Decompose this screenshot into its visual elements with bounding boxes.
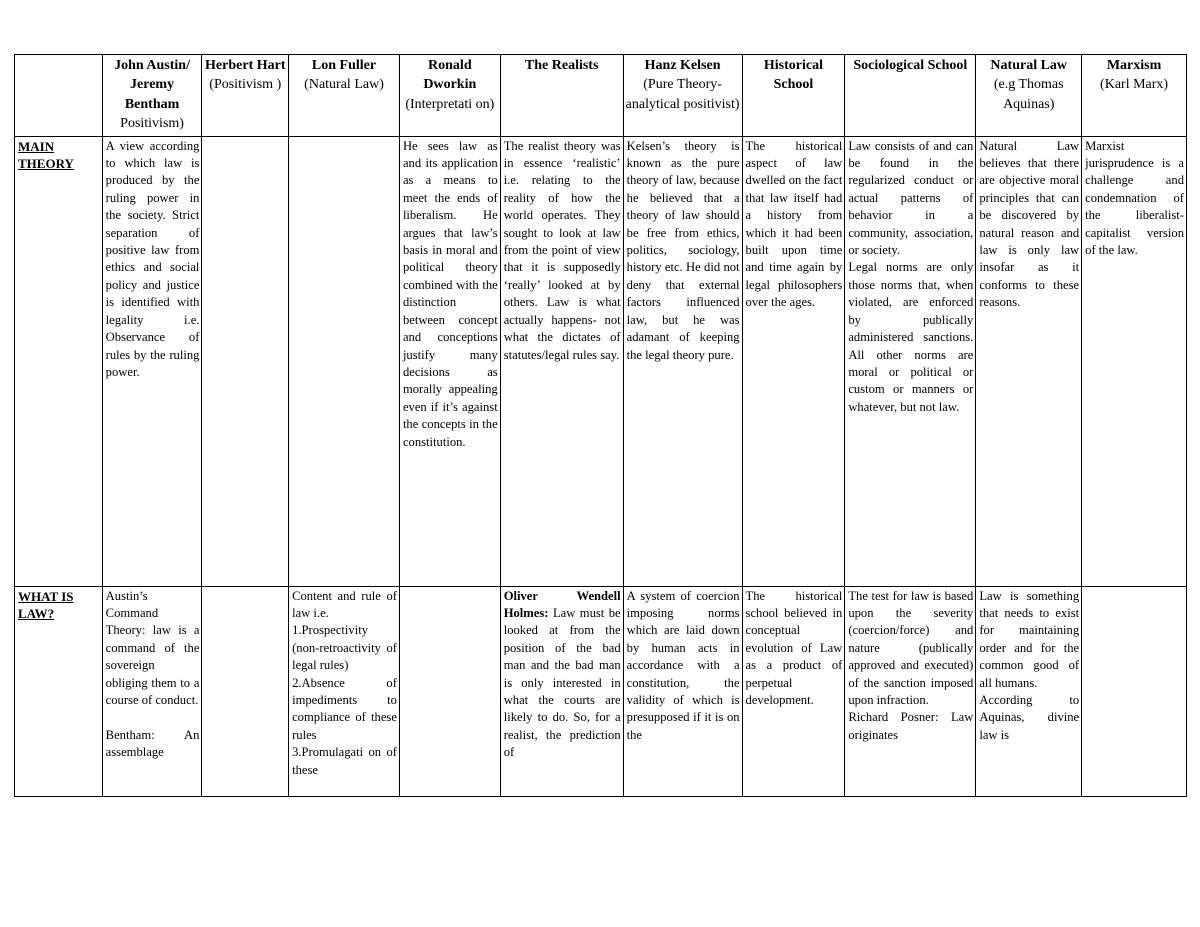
header-marxism [1082,55,1187,137]
cell-fuller-law [289,586,400,796]
cell-text: The historical aspect of law dwelled on the fact that law itself had a history from which it had been built upon time and time again by legal philosophers over the ages. [745,138,843,310]
cell-realists-main [500,136,623,586]
header-dworkin [399,55,500,137]
cell-text: The test for law is based upon the severity (coercion/force) and nature (publically approved and executed) of the sanction imposed upon infraction. Richard Posner: Law originates [848,588,974,742]
row-what-is-law [15,586,1187,796]
header-name: Lon Fuller [311,58,377,73]
cell-austin-main [102,136,202,586]
cell-text: He sees law as and its application as a means to meet the ends of liberalism. He argues that law’s basis in moral and political theory combined with the distinction between concept and conceptions justify many decisions as morally appealing even if it’s against the concepts in the constitution. [402,138,498,449]
row-label: MAIN THEORY [18,138,74,172]
cell-dworkin-main [399,136,500,586]
row-label-cell [15,586,103,796]
cell-text: Law consists of and can be found in the regularized conduct or actual patterns of behavior in a community, association, or society. Legal norms are only those norms that, when violated, are enforced by publically administered sanctions. All other norms are moral or political or custom or manners or whatever, but not law. [848,138,974,414]
cell-marxism-law [1082,586,1187,796]
header-kelsen [623,55,742,137]
cell-text: Austin’s Command Theory: law is a command of the sovereign obliging them to a course of conduct. Bentham: An assemblage [105,588,200,760]
header-historical [742,55,845,137]
cell-kelsen-law [623,586,742,796]
header-name: Hanz Kelsen [644,58,721,73]
header-name: Historical School [763,58,823,93]
cell-text: Kelsen’s theory is known as the pure theory of law, because he believed that a theory of law should be free from ethics, politics, sociology, history etc. He did not deny that external factors influenced law, but he was adamant of keeping the legal theory pure. [626,138,740,362]
row-main-theory [15,136,1187,586]
cell-historical-law [742,586,845,796]
header-sub: (Natural Law) [304,77,384,93]
cell-sociological-main [845,136,976,586]
cell-historical-main [742,136,845,586]
header-sub: (Interpretati on) [405,96,495,112]
header-name: Marxism [1106,58,1162,73]
cell-text: Natural Law believes that there are objective moral principles that can be discovered by natural reason and law is only law insofar as it conforms to these reasons. [979,138,1080,310]
cell-natural-law-main [976,136,1082,586]
header-austin-bentham [102,55,202,137]
header-sub: (Pure Theory- analytical positivist) [625,77,740,112]
header-fuller [289,55,400,137]
header-name: The Realists [524,58,599,73]
cell-text: The historical school believed in conceptual evolution of Law as a product of perpetual development. [745,588,843,708]
header-name: John Austin/ Jeremy Bentham [114,58,190,112]
cell-text: Content and rule of law i.e. 1.Prospectivity (non-retroactivity of legal rules) 2.Absence of impediments to compliance of these rules 3.Promulagati on of these [292,588,397,777]
cell-text: A view according to which law is produced by the ruling power in the society. Strict separation of positive law from ethics and social policy and justice is identified with legality i.e. Observance of rules by the ruling power. [105,138,200,379]
cell-dworkin-law [399,586,500,796]
cell-text: A system of coercion imposing norms which are laid down by human acts in accordance with a constitution, the validity of which is presupposed if it is on the [626,588,740,742]
cell-kelsen-main [623,136,742,586]
cell-austin-law [102,586,202,796]
header-name: Natural Law [990,58,1068,73]
cell-text-realists [504,588,621,762]
cell-natural-law-law [976,586,1082,796]
cell-text: The realist theory was in essence ‘realistic’ i.e. relating to the reality of how the world operates. They sought to look at law from the point of view that it is supposedly ‘really’ looked at by others. Law is what actually happens- not what the dictates of statutes/legal rules say. [503,138,621,362]
header-sub: (e.g Thomas Aquinas) [993,77,1064,112]
cell-hart-law [202,586,289,796]
header-sub: (Positivism ) [209,77,282,93]
header-empty [15,55,103,137]
header-name: Sociological School [853,58,968,73]
cell-fuller-main [289,136,400,586]
header-realists [500,55,623,137]
cell-text: Law must be looked at from the position of the bad man and the bad man is only interested in what the courts are likely to do. So, for a realist, the prediction of [503,606,621,760]
holmes-lead: Oliver Wendell Holmes: [503,588,621,621]
row-label-cell [15,136,103,586]
header-sociological [845,55,976,137]
cell-text: Law is something that needs to exist for maintaining order and for the common good of all humans. According to Aquinas, divine law is [979,588,1080,742]
header-hart [202,55,289,137]
row-label: WHAT IS LAW? [18,588,74,622]
header-natural-law [976,55,1082,137]
header-name: Herbert Hart [205,58,286,73]
cell-hart-main [202,136,289,586]
header-sub: (Karl Marx) [1100,77,1169,93]
header-sub: Positivism) [120,116,184,132]
cell-sociological-law [845,586,976,796]
jurisprudence-comparison-table [14,54,1187,797]
cell-marxism-main [1082,136,1187,586]
cell-realists-law [500,586,623,796]
cell-text: Marxist jurisprudence is a challenge and condemnation of the liberalist-capitalist version of the law. [1085,138,1184,258]
header-name: Ronald Dworkin [423,58,477,93]
header-row [15,55,1187,137]
